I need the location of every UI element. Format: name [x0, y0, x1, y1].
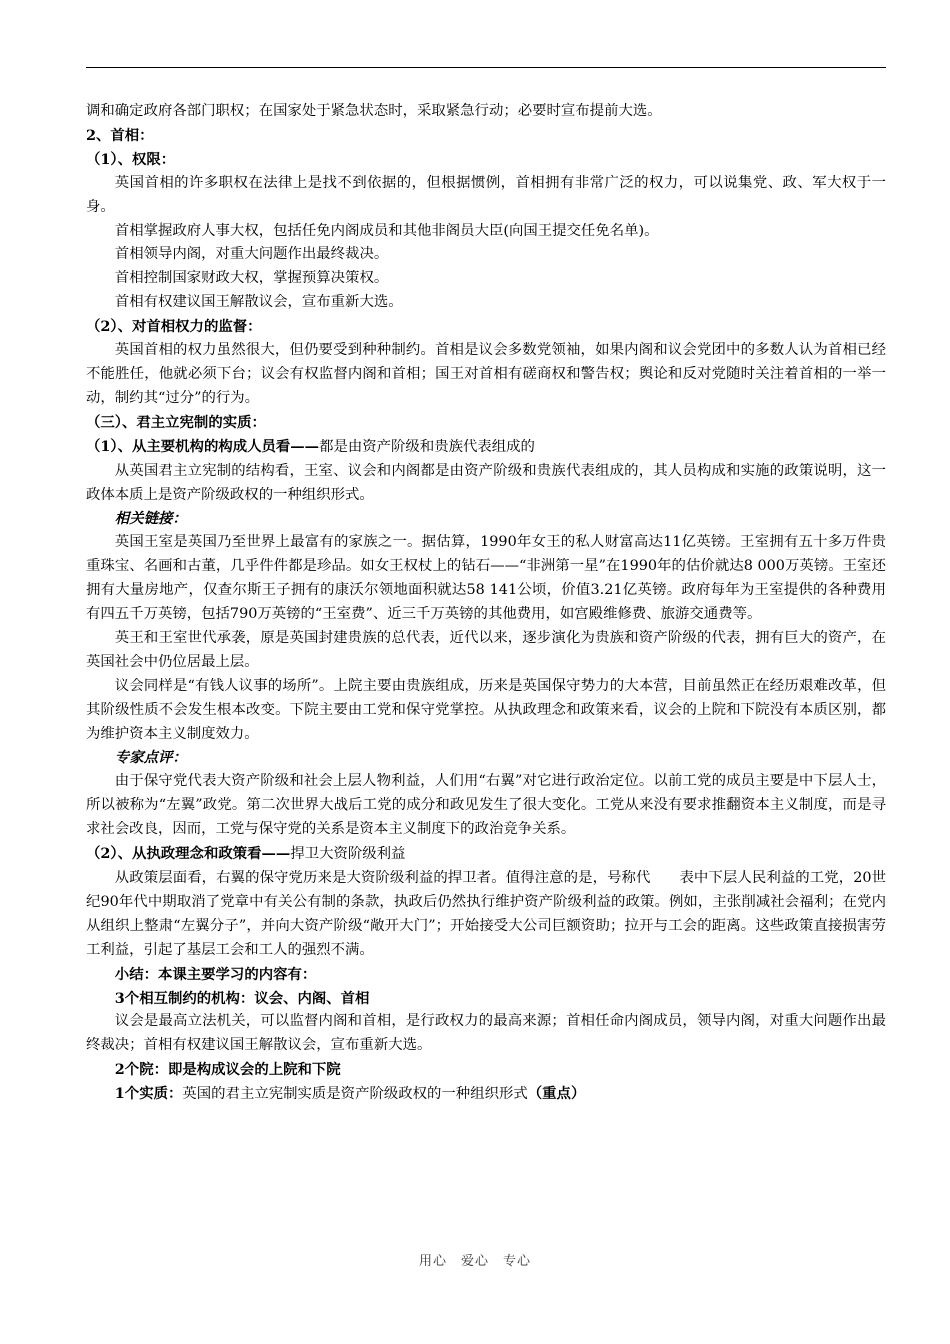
summary-item: 3个相互制约的机构：议会、内阁、首相	[114, 989, 370, 1007]
paragraph: 首相掌握政府人事大权，包括任免内阁成员和其他非阁员大臣(向国王提交任免名单)。	[114, 222, 659, 239]
paragraph: 从英国君主立宪制的结构看，王室、议会和内阁都是由资产阶级和贵族代表组成的，其人员构成和实施的政策说明，这一政体本质上是资产阶级政权的一种组织形式。	[86, 462, 886, 503]
paragraph: 议会同样是“有钱人议事的场所”。上院主要由贵族组成，历来是英国保守势力的大本营，目前虽然正在经历艰难改革，但其阶级性质不会发生根本改变。下院主要由工党和保守党掌控。从执政理念和政策来看，议会的上院和下院没有本质区别，都为维护资本主义制度效力。	[86, 677, 886, 742]
summary-key-tag: （重点）	[527, 1085, 586, 1103]
paragraph: 英国首相的权力虽然很大，但仍要受到种种制约。首相是议会多数党领袖，如果内阁和议会党团中的多数人认为首相已经不能胜任，他就必须下台；议会有权监督内阁和首相；国王对首相有磋商权和警告权；舆论和反对党随时关注着首相的一举一动，制约其“过分”的行为。	[86, 342, 886, 406]
section-heading: （三）、君主立宪制的实质：	[86, 413, 266, 431]
heading-bold-part: （1）、从主要机构的构成人员看——	[86, 437, 320, 455]
section-heading: 2、首相：	[86, 126, 154, 144]
heading-normal-part: 都是由资产阶级和贵族代表组成的	[319, 438, 535, 455]
heading-bold-part: （2）、从执政理念和政策看——	[86, 845, 291, 863]
related-links-heading: 相关链接：	[114, 510, 187, 528]
header-rule	[86, 67, 886, 68]
paragraph: 首相有权建议国王解散议会，宣布重新大选。	[114, 294, 403, 311]
subsection-heading: （1）、权限：	[86, 150, 176, 168]
summary-heading: 小结：本课主要学习的内容有：	[114, 965, 317, 983]
summary-text: 英国的君主立宪制实质是资产阶级政权的一种组织形式	[182, 1086, 528, 1103]
summary-label: 1个实质：	[114, 1085, 183, 1103]
paragraph: 由于保守党代表大资产阶级和社会上层人物利益，人们用“右翼”对它进行政治定位。以前工党的成员主要是中下层人士，所以被称为“左翼”政党。第二次世界大战后工党的成分和政见发生了很大变化。工党从来没有要求推翻资本主义制度，而是寻求社会改良，因而，工党与保守党的关系是资本主义制度下的政治竞争关系。	[86, 773, 886, 838]
paragraph: 英王和王室世代承袭，原是英国封建贵族的总代表，近代以来，逐步演化为贵族和资产阶级的代表，拥有巨大的资产，在英国社会中仍位居最上层。	[86, 629, 886, 670]
summary-item	[86, 1082, 886, 1107]
heading-normal-part: 捍卫大资阶级利益	[290, 846, 406, 863]
subsection-heading	[86, 435, 886, 460]
summary-item: 2个院：即是构成议会的上院和下院	[114, 1061, 341, 1079]
subsection-heading: （2）、对首相权力的监督：	[86, 318, 262, 336]
paragraph: 英国首相的许多职权在法律上是找不到依据的，但根据惯例，首相拥有非常广泛的权力，可以说集党、政、军大权于一身。	[86, 174, 886, 215]
paragraph: 从政策层面看，右翼的保守党历来是大资阶级利益的捍卫者。值得注意的是，号称代 表中下层人民利益的工党，20世纪90年代中期取消了党章中有关公有制的条款，执政后仍然执行维护资产阶级利益的政策。例如，主张削减社会福利；在党内从组织上整肃“左翼分子”，并向大资产阶级“敞开大门”；开始接受大公司巨额资助；拉开与工会的距离。这些政策直接损害劳工利益，引起了基层工会和工人的强烈不满。	[86, 870, 886, 958]
paragraph: 首相领导内阁，对重大问题作出最终裁决。	[114, 246, 389, 263]
paragraph: 英国王室是英国乃至世界上最富有的家族之一。据估算，1990年女王的私人财富高达11亿英镑。王室拥有五十多万件贵重珠宝、名画和古董，几乎件件都是珍品。如女王权杖上的钻石——“非洲第一星”在1990年的估价就达8 000万英镑。王室还拥有大量房地产，仅查尔斯王子拥有的康沃尔领地面积就达58 141公顷，价值3.21亿英镑。政府每年为王室提供的各种费用有四五千万英镑，包括790万英镑的“王室费”、近三千万英镑的其他费用，如宫殿维修费、旅游交通费等。	[86, 534, 886, 623]
paragraph: 首相控制国家财政大权，掌握预算决策权。	[114, 270, 389, 287]
document-body	[86, 100, 886, 1107]
subsection-heading	[86, 842, 886, 867]
expert-comment-heading: 专家点评：	[114, 749, 187, 767]
page-footer: 用心 爱心 专心	[418, 1254, 531, 1269]
paragraph: 议会是最高立法机关，可以监督内阁和首相，是行政权力的最高来源；首相任命内阁成员，领导内阁，对重大问题作出最终裁决；首相有权建议国王解散议会，宣布重新大选。	[86, 1013, 886, 1054]
paragraph: 调和确定政府各部门职权；在国家处于紧急状态时，采取紧急行动；必要时宣布提前大选。	[86, 103, 662, 119]
